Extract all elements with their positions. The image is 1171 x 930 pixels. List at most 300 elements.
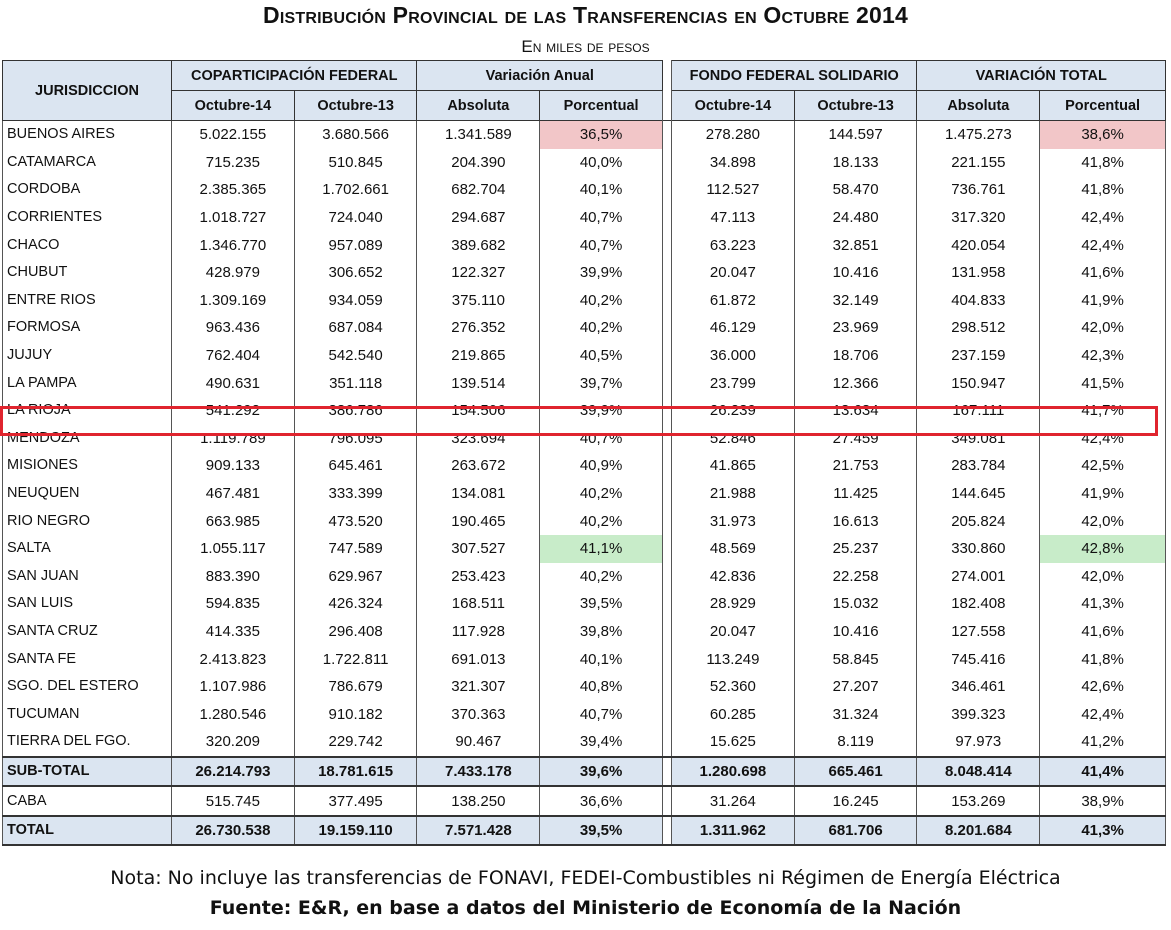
value-cell-va: 323.694	[417, 425, 540, 453]
value-cell-f13: 58.845	[794, 645, 917, 673]
value-cell-c13: 1.702.661	[294, 176, 417, 204]
value-cell-f14: 15.625	[672, 728, 795, 757]
value-cell-f14: 20.047	[672, 618, 795, 646]
value-cell-ta: 153.269	[917, 786, 1040, 816]
value-cell-f13: 16.245	[794, 786, 917, 816]
column-gap	[662, 452, 671, 480]
value-cell-va: 682.704	[417, 176, 540, 204]
value-cell-c14: 1.309.169	[172, 287, 295, 315]
value-cell-ta: 399.323	[917, 700, 1040, 728]
value-cell-f14: 1.280.698	[672, 757, 795, 787]
transfers-table	[2, 60, 1166, 846]
table-row	[3, 425, 1166, 453]
value-cell-c13: 910.182	[294, 700, 417, 728]
value-cell-f14: 63.223	[672, 231, 795, 259]
value-cell-c14: 26.214.793	[172, 757, 295, 787]
table-row	[3, 535, 1166, 563]
value-cell-vp: 40,7%	[540, 425, 663, 453]
column-gap	[662, 176, 671, 204]
value-cell-f13: 12.366	[794, 369, 917, 397]
table-row	[3, 480, 1166, 508]
value-cell-c14: 883.390	[172, 563, 295, 591]
column-gap	[662, 563, 671, 591]
jurisdiccion-cell: FORMOSA	[3, 314, 172, 342]
value-cell-ta: 144.645	[917, 480, 1040, 508]
column-gap	[662, 786, 671, 816]
table-row	[3, 563, 1166, 591]
column-gap	[662, 728, 671, 757]
value-cell-va: 138.250	[417, 786, 540, 816]
value-cell-c14: 467.481	[172, 480, 295, 508]
table-row	[3, 204, 1166, 232]
table-row	[3, 314, 1166, 342]
total-row	[3, 816, 1166, 846]
value-cell-ta: 330.860	[917, 535, 1040, 563]
value-cell-c13: 351.118	[294, 369, 417, 397]
value-cell-f13: 23.969	[794, 314, 917, 342]
value-cell-f14: 47.113	[672, 204, 795, 232]
value-cell-vp: 36,6%	[540, 786, 663, 816]
footnote: Nota: No incluye las transferencias de FONAVI, FEDEI-Combustibles ni Régimen de Energía Eléctrica	[110, 867, 1061, 889]
value-cell-va: 117.928	[417, 618, 540, 646]
value-cell-ta: 131.958	[917, 259, 1040, 287]
table-row	[3, 590, 1166, 618]
jurisdiccion-cell: CORRIENTES	[3, 204, 172, 232]
value-cell-tp: 38,9%	[1040, 786, 1166, 816]
table-row	[3, 149, 1166, 177]
jurisdiccion-cell: CABA	[3, 786, 172, 816]
column-gap	[662, 121, 671, 149]
jurisdiccion-cell: CATAMARCA	[3, 149, 172, 177]
value-cell-f13: 27.207	[794, 673, 917, 701]
value-cell-c13: 296.408	[294, 618, 417, 646]
value-cell-ta: 274.001	[917, 563, 1040, 591]
value-cell-va: 294.687	[417, 204, 540, 232]
value-cell-f14: 31.973	[672, 507, 795, 535]
table-row	[3, 618, 1166, 646]
caba-row	[3, 786, 1166, 816]
value-cell-va: 321.307	[417, 673, 540, 701]
jurisdiccion-cell: SGO. DEL ESTERO	[3, 673, 172, 701]
value-cell-f13: 18.133	[794, 149, 917, 177]
value-cell-c14: 715.235	[172, 149, 295, 177]
value-cell-tp: 42,4%	[1040, 700, 1166, 728]
value-cell-c13: 542.540	[294, 342, 417, 370]
table-row	[3, 342, 1166, 370]
value-cell-vp: 40,5%	[540, 342, 663, 370]
value-cell-va: 122.327	[417, 259, 540, 287]
column-gap	[662, 507, 671, 535]
column-gap	[662, 259, 671, 287]
value-cell-c14: 594.835	[172, 590, 295, 618]
value-cell-vp: 40,7%	[540, 700, 663, 728]
value-cell-f14: 23.799	[672, 369, 795, 397]
value-cell-c14: 26.730.538	[172, 816, 295, 846]
column-gap	[662, 645, 671, 673]
value-cell-c13: 796.095	[294, 425, 417, 453]
jurisdiccion-cell: SAN LUIS	[3, 590, 172, 618]
value-cell-c13: 229.742	[294, 728, 417, 757]
value-cell-tp: 42,4%	[1040, 425, 1166, 453]
value-cell-f14: 48.569	[672, 535, 795, 563]
value-cell-f13: 681.706	[794, 816, 917, 846]
value-cell-f13: 22.258	[794, 563, 917, 591]
value-cell-ta: 346.461	[917, 673, 1040, 701]
value-cell-c13: 629.967	[294, 563, 417, 591]
value-cell-va: 253.423	[417, 563, 540, 591]
table-row	[3, 645, 1166, 673]
value-cell-c13: 1.722.811	[294, 645, 417, 673]
value-cell-c13: 386.786	[294, 397, 417, 425]
jurisdiccion-cell: ENTRE RIOS	[3, 287, 172, 315]
jurisdiccion-cell: MENDOZA	[3, 425, 172, 453]
jurisdiccion-cell: SANTA FE	[3, 645, 172, 673]
jurisdiccion-cell: BUENOS AIRES	[3, 121, 172, 149]
jurisdiccion-cell: TOTAL	[3, 816, 172, 846]
value-cell-tp: 42,5%	[1040, 452, 1166, 480]
value-cell-vp: 40,2%	[540, 563, 663, 591]
value-cell-va: 204.390	[417, 149, 540, 177]
value-cell-tp: 41,3%	[1040, 590, 1166, 618]
column-gap	[662, 287, 671, 315]
column-gap	[662, 342, 671, 370]
value-cell-f13: 32.851	[794, 231, 917, 259]
header-oct13: Octubre-13	[794, 91, 917, 121]
table-row	[3, 673, 1166, 701]
value-cell-tp: 41,9%	[1040, 480, 1166, 508]
value-cell-va: 168.511	[417, 590, 540, 618]
value-cell-ta: 167.111	[917, 397, 1040, 425]
value-cell-c13: 473.520	[294, 507, 417, 535]
value-cell-f13: 31.324	[794, 700, 917, 728]
value-cell-f14: 36.000	[672, 342, 795, 370]
table-header	[3, 61, 1166, 121]
value-cell-vp: 40,2%	[540, 314, 663, 342]
table-row	[3, 507, 1166, 535]
value-cell-vp: 40,1%	[540, 176, 663, 204]
value-cell-c14: 963.436	[172, 314, 295, 342]
value-cell-vp: 39,5%	[540, 816, 663, 846]
value-cell-ta: 8.048.414	[917, 757, 1040, 787]
table-row	[3, 369, 1166, 397]
value-cell-f14: 112.527	[672, 176, 795, 204]
value-cell-f13: 21.753	[794, 452, 917, 480]
value-cell-va: 90.467	[417, 728, 540, 757]
header-porcentual: Porcentual	[540, 91, 663, 121]
value-cell-vp: 40,2%	[540, 287, 663, 315]
value-cell-tp: 42,4%	[1040, 204, 1166, 232]
value-cell-vp: 40,2%	[540, 480, 663, 508]
value-cell-c14: 428.979	[172, 259, 295, 287]
jurisdiccion-cell: SANTA CRUZ	[3, 618, 172, 646]
jurisdiccion-cell: CORDOBA	[3, 176, 172, 204]
column-gap	[662, 204, 671, 232]
value-cell-tp: 41,8%	[1040, 645, 1166, 673]
value-cell-vp: 40,1%	[540, 645, 663, 673]
value-cell-tp: 38,6%	[1040, 121, 1166, 149]
value-cell-f13: 10.416	[794, 618, 917, 646]
value-cell-tp: 42,8%	[1040, 535, 1166, 563]
value-cell-tp: 41,8%	[1040, 176, 1166, 204]
value-cell-f13: 144.597	[794, 121, 917, 149]
value-cell-vp: 40,2%	[540, 507, 663, 535]
jurisdiccion-cell: TIERRA DEL FGO.	[3, 728, 172, 757]
value-cell-f13: 10.416	[794, 259, 917, 287]
value-cell-c14: 1.107.986	[172, 673, 295, 701]
table-row	[3, 231, 1166, 259]
value-cell-c13: 786.679	[294, 673, 417, 701]
value-cell-ta: 1.475.273	[917, 121, 1040, 149]
header-absoluta: Absoluta	[917, 91, 1040, 121]
value-cell-c13: 724.040	[294, 204, 417, 232]
value-cell-vp: 41,1%	[540, 535, 663, 563]
value-cell-tp: 41,7%	[1040, 397, 1166, 425]
value-cell-f14: 60.285	[672, 700, 795, 728]
value-cell-vp: 39,9%	[540, 397, 663, 425]
value-cell-vp: 39,6%	[540, 757, 663, 787]
value-cell-va: 219.865	[417, 342, 540, 370]
value-cell-ta: 97.973	[917, 728, 1040, 757]
jurisdiccion-cell: RIO NEGRO	[3, 507, 172, 535]
value-cell-c13: 934.059	[294, 287, 417, 315]
value-cell-va: 7.571.428	[417, 816, 540, 846]
value-cell-ta: 182.408	[917, 590, 1040, 618]
value-cell-f14: 28.929	[672, 590, 795, 618]
header-jurisdiccion: JURISDICCION	[3, 61, 172, 121]
table-row	[3, 728, 1166, 757]
column-gap	[662, 535, 671, 563]
page-title: Distribución Provincial de las Transferencias en Octubre 2014	[263, 2, 908, 28]
value-cell-va: 389.682	[417, 231, 540, 259]
page-subtitle: En miles de pesos	[521, 37, 650, 56]
jurisdiccion-cell: TUCUMAN	[3, 700, 172, 728]
column-gap	[662, 149, 671, 177]
table-row	[3, 259, 1166, 287]
value-cell-vp: 40,0%	[540, 149, 663, 177]
value-cell-tp: 42,3%	[1040, 342, 1166, 370]
value-cell-ta: 349.081	[917, 425, 1040, 453]
jurisdiccion-cell: SAN JUAN	[3, 563, 172, 591]
value-cell-vp: 39,4%	[540, 728, 663, 757]
column-gap	[662, 231, 671, 259]
value-cell-f13: 13.634	[794, 397, 917, 425]
value-cell-va: 370.363	[417, 700, 540, 728]
column-gap	[662, 369, 671, 397]
value-cell-f14: 61.872	[672, 287, 795, 315]
value-cell-tp: 41,8%	[1040, 149, 1166, 177]
value-cell-c13: 18.781.615	[294, 757, 417, 787]
value-cell-c14: 1.055.117	[172, 535, 295, 563]
jurisdiccion-cell: SALTA	[3, 535, 172, 563]
value-cell-ta: 736.761	[917, 176, 1040, 204]
value-cell-c14: 414.335	[172, 618, 295, 646]
value-cell-ta: 127.558	[917, 618, 1040, 646]
value-cell-f13: 25.237	[794, 535, 917, 563]
value-cell-ta: 745.416	[917, 645, 1040, 673]
value-cell-f14: 31.264	[672, 786, 795, 816]
value-cell-c14: 490.631	[172, 369, 295, 397]
header-absoluta: Absoluta	[417, 91, 540, 121]
value-cell-f14: 26.239	[672, 397, 795, 425]
value-cell-va: 375.110	[417, 287, 540, 315]
value-cell-va: 134.081	[417, 480, 540, 508]
column-gap	[662, 618, 671, 646]
value-cell-va: 263.672	[417, 452, 540, 480]
value-cell-va: 154.506	[417, 397, 540, 425]
value-cell-f13: 15.032	[794, 590, 917, 618]
value-cell-vp: 40,8%	[540, 673, 663, 701]
value-cell-c13: 510.845	[294, 149, 417, 177]
value-cell-c13: 333.399	[294, 480, 417, 508]
value-cell-c14: 1.280.546	[172, 700, 295, 728]
jurisdiccion-cell: NEUQUEN	[3, 480, 172, 508]
value-cell-c13: 747.589	[294, 535, 417, 563]
header-variacion-total: VARIACIÓN TOTAL	[917, 61, 1166, 91]
value-cell-tp: 42,4%	[1040, 231, 1166, 259]
column-gap	[662, 816, 671, 846]
value-cell-f13: 8.119	[794, 728, 917, 757]
value-cell-c14: 762.404	[172, 342, 295, 370]
value-cell-ta: 150.947	[917, 369, 1040, 397]
value-cell-c14: 663.985	[172, 507, 295, 535]
column-gap	[662, 314, 671, 342]
value-cell-f13: 16.613	[794, 507, 917, 535]
jurisdiccion-cell: CHACO	[3, 231, 172, 259]
column-gap	[662, 757, 671, 787]
value-cell-c14: 1.018.727	[172, 204, 295, 232]
header-fondo-federal: FONDO FEDERAL SOLIDARIO	[672, 61, 917, 91]
value-cell-c14: 909.133	[172, 452, 295, 480]
value-cell-vp: 39,7%	[540, 369, 663, 397]
column-gap	[662, 700, 671, 728]
column-gap	[662, 397, 671, 425]
value-cell-f13: 27.459	[794, 425, 917, 453]
value-cell-f14: 46.129	[672, 314, 795, 342]
value-cell-f14: 20.047	[672, 259, 795, 287]
value-cell-c13: 377.495	[294, 786, 417, 816]
value-cell-c14: 2.385.365	[172, 176, 295, 204]
value-cell-c14: 5.022.155	[172, 121, 295, 149]
value-cell-ta: 404.833	[917, 287, 1040, 315]
header-porcentual: Porcentual	[1040, 91, 1166, 121]
jurisdiccion-cell: LA RIOJA	[3, 397, 172, 425]
value-cell-tp: 41,3%	[1040, 816, 1166, 846]
value-cell-f13: 58.470	[794, 176, 917, 204]
value-cell-f14: 113.249	[672, 645, 795, 673]
header-coparticipacion: COPARTICIPACIÓN FEDERAL	[172, 61, 417, 91]
value-cell-c13: 19.159.110	[294, 816, 417, 846]
value-cell-va: 139.514	[417, 369, 540, 397]
value-cell-tp: 41,6%	[1040, 618, 1166, 646]
value-cell-f13: 11.425	[794, 480, 917, 508]
value-cell-vp: 39,8%	[540, 618, 663, 646]
value-cell-f13: 24.480	[794, 204, 917, 232]
column-gap	[662, 425, 671, 453]
jurisdiccion-cell: SUB-TOTAL	[3, 757, 172, 787]
value-cell-c13: 687.084	[294, 314, 417, 342]
value-cell-f14: 1.311.962	[672, 816, 795, 846]
value-cell-c14: 541.292	[172, 397, 295, 425]
value-cell-c14: 320.209	[172, 728, 295, 757]
header-variacion-anual: Variación Anual	[417, 61, 662, 91]
value-cell-tp: 41,2%	[1040, 728, 1166, 757]
table-row	[3, 287, 1166, 315]
source-line: Fuente: E&R, en base a datos del Ministerio de Economía de la Nación	[209, 897, 962, 919]
value-cell-tp: 42,0%	[1040, 507, 1166, 535]
value-cell-ta: 283.784	[917, 452, 1040, 480]
column-gap	[662, 61, 671, 121]
value-cell-vp: 39,5%	[540, 590, 663, 618]
jurisdiccion-cell: JUJUY	[3, 342, 172, 370]
value-cell-va: 190.465	[417, 507, 540, 535]
value-cell-ta: 205.824	[917, 507, 1040, 535]
value-cell-c14: 1.346.770	[172, 231, 295, 259]
value-cell-f14: 21.988	[672, 480, 795, 508]
value-cell-tp: 42,0%	[1040, 314, 1166, 342]
value-cell-f14: 52.360	[672, 673, 795, 701]
header-oct14: Octubre-14	[172, 91, 295, 121]
jurisdiccion-cell: LA PAMPA	[3, 369, 172, 397]
value-cell-f13: 32.149	[794, 287, 917, 315]
table-row	[3, 397, 1166, 425]
value-cell-vp: 36,5%	[540, 121, 663, 149]
value-cell-ta: 298.512	[917, 314, 1040, 342]
value-cell-tp: 41,9%	[1040, 287, 1166, 315]
table-row	[3, 452, 1166, 480]
value-cell-va: 1.341.589	[417, 121, 540, 149]
value-cell-ta: 8.201.684	[917, 816, 1040, 846]
value-cell-f13: 18.706	[794, 342, 917, 370]
value-cell-ta: 317.320	[917, 204, 1040, 232]
value-cell-c14: 1.119.789	[172, 425, 295, 453]
value-cell-tp: 41,6%	[1040, 259, 1166, 287]
column-gap	[662, 590, 671, 618]
value-cell-vp: 40,9%	[540, 452, 663, 480]
jurisdiccion-cell: MISIONES	[3, 452, 172, 480]
table-body	[3, 121, 1166, 846]
header-oct13: Octubre-13	[294, 91, 417, 121]
value-cell-tp: 42,0%	[1040, 563, 1166, 591]
value-cell-c13: 426.324	[294, 590, 417, 618]
value-cell-ta: 237.159	[917, 342, 1040, 370]
value-cell-c14: 515.745	[172, 786, 295, 816]
value-cell-c13: 957.089	[294, 231, 417, 259]
header-oct14: Octubre-14	[672, 91, 795, 121]
column-gap	[662, 480, 671, 508]
value-cell-vp: 40,7%	[540, 204, 663, 232]
value-cell-f14: 42.836	[672, 563, 795, 591]
value-cell-f13: 665.461	[794, 757, 917, 787]
table-row	[3, 121, 1166, 149]
value-cell-f14: 41.865	[672, 452, 795, 480]
subtotal-row	[3, 757, 1166, 787]
value-cell-tp: 41,5%	[1040, 369, 1166, 397]
value-cell-f14: 52.846	[672, 425, 795, 453]
value-cell-va: 307.527	[417, 535, 540, 563]
value-cell-tp: 42,6%	[1040, 673, 1166, 701]
table-row	[3, 700, 1166, 728]
value-cell-va: 691.013	[417, 645, 540, 673]
value-cell-ta: 420.054	[917, 231, 1040, 259]
column-gap	[662, 673, 671, 701]
value-cell-c13: 306.652	[294, 259, 417, 287]
value-cell-ta: 221.155	[917, 149, 1040, 177]
value-cell-c13: 645.461	[294, 452, 417, 480]
value-cell-c13: 3.680.566	[294, 121, 417, 149]
value-cell-va: 7.433.178	[417, 757, 540, 787]
value-cell-tp: 41,4%	[1040, 757, 1166, 787]
jurisdiccion-cell: CHUBUT	[3, 259, 172, 287]
